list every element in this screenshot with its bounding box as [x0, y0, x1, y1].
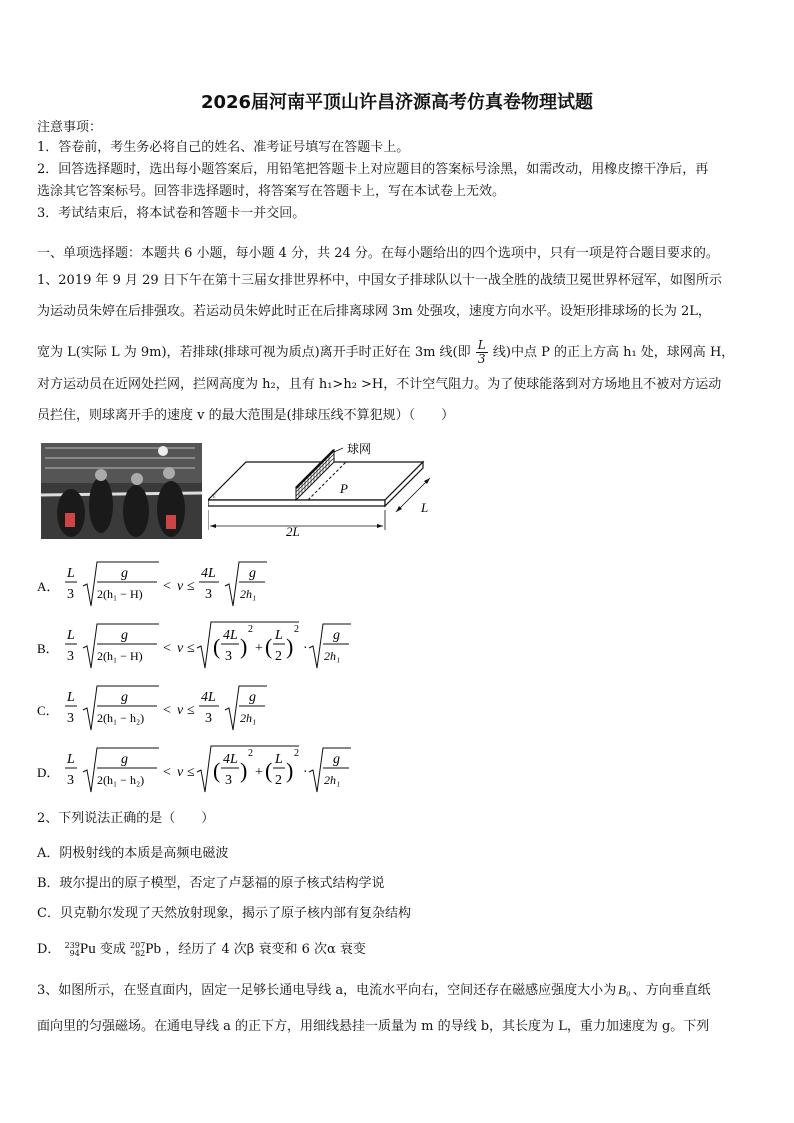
svg-text:·: · [303, 641, 308, 656]
svg-text:<: < [163, 703, 171, 718]
svg-text:+: + [255, 765, 263, 780]
svg-text:L: L [275, 628, 283, 643]
svg-text:≤: ≤ [187, 579, 195, 594]
svg-text:): ) [240, 758, 248, 783]
svg-text:g: g [121, 690, 128, 705]
svg-text:≤: ≤ [187, 641, 195, 656]
svg-text:<: < [163, 765, 171, 780]
svg-text:<: < [163, 641, 171, 656]
svg-text:(: ( [213, 634, 221, 659]
q3-text: 3、如图所示，在竖直面内，固定一足够长通电导线 a，电流水平向右，空间还存在磁感应强度大小为 B₀ 、方向垂直纸 [37, 982, 711, 998]
svg-text:2(h₁ − h₂): 2(h₁ − h₂) [97, 711, 145, 725]
point-p-label: P [340, 481, 348, 496]
notice-item: 选涂其它答案标号。回答非选择题时，将答案写在答题卡上，写在本试卷上无效。 [37, 184, 506, 199]
svg-text:v: v [177, 641, 184, 656]
svg-text:): ) [240, 634, 248, 659]
net-label: 球网 [347, 442, 372, 456]
svg-text:g: g [249, 566, 256, 581]
q1-text: 对方运动员在近网处拦网，拦网高度为 h₂，且有 h₁>h₂ >H，不计空气阻力。为了使球能落到对方场地且不被对方运动 [37, 377, 722, 392]
svg-text:3: 3 [67, 587, 74, 602]
svg-text:≤: ≤ [187, 703, 195, 718]
length-label: 2L [286, 524, 300, 539]
svg-text:(: ( [265, 634, 273, 659]
volleyball-photo [41, 443, 202, 539]
court-diagram [208, 438, 438, 548]
svg-text:2h₁: 2h₁ [324, 649, 341, 663]
svg-text:2: 2 [275, 773, 282, 788]
svg-text:3: 3 [225, 773, 232, 788]
page-title: 2026届河南平顶山许昌济源高考仿真卷物理试题 [200, 92, 594, 113]
svg-text:2: 2 [294, 748, 299, 759]
notice-heading: 注意事项： [37, 120, 103, 135]
svg-text:): ) [286, 758, 294, 783]
q1-text: 为运动员朱婷在后排强攻。若运动员朱婷此时正在后排离球网 3m 处强攻，速度方向水平。设矩形排球场的长为 2L， [37, 304, 711, 319]
width-label: L [421, 500, 429, 515]
q1-options [37, 560, 397, 805]
svg-text:L: L [67, 566, 75, 581]
svg-text:4L: 4L [201, 690, 216, 705]
svg-text:g: g [333, 628, 340, 643]
svg-text:2: 2 [294, 624, 299, 635]
svg-text:ε: ε [213, 492, 216, 500]
svg-text:L: L [67, 752, 75, 767]
svg-text:L: L [67, 690, 75, 705]
svg-text:·: · [303, 765, 308, 780]
svg-text:v: v [177, 765, 184, 780]
option-b [37, 622, 351, 668]
section-heading: 一、单项选择题：本题共 6 小题，每小题 4 分，共 24 分。在每小题给出的四个选项中，只有一项是符合题目要求的。 [37, 246, 719, 261]
svg-text:3: 3 [67, 773, 74, 788]
svg-text:3: 3 [205, 587, 212, 602]
q1-text: 员拦住，则球离开手的速度 v 的最大范围是(排球压线不算犯规）（ ） [37, 408, 455, 423]
svg-text:4L: 4L [201, 566, 216, 581]
svg-text:g: g [121, 752, 128, 767]
svg-text:D．: D． [37, 765, 60, 780]
svg-text:v: v [177, 579, 184, 594]
svg-text:(: ( [213, 758, 221, 783]
svg-text:v: v [177, 703, 184, 718]
svg-text:A．: A． [37, 579, 60, 594]
notice-item: 2．回答选择题时，选出每小题答案后，用铅笔把答题卡上对应题目的答案标号涂黑，如需改动，用橡皮擦干净后，再 [37, 162, 709, 177]
q2-stem: 2、下列说法正确的是（ ） [37, 811, 215, 826]
q3-text: 面向里的匀强磁场。在通电导线 a 的正下方，用细线悬挂一质量为 m 的导线 b，其长度为 L，重力加速度为 g。下列 [37, 1019, 710, 1034]
svg-text:3: 3 [205, 711, 212, 726]
q2-option-a: A．阴极射线的本质是高频电磁波 [37, 846, 229, 861]
svg-text:2: 2 [275, 649, 282, 664]
svg-text:): ) [286, 634, 294, 659]
svg-text:2h₁: 2h₁ [240, 711, 257, 725]
q2-option-c: C．贝克勒尔发现了天然放射现象，揭示了原子核内部有复杂结构 [37, 906, 411, 921]
notice-item: 3．考试结束后，将本试卷和答题卡一并交回。 [37, 206, 306, 221]
q2-option-b: B．玻尔提出的原子模型，否定了卢瑟福的原子核式结构学说 [37, 876, 385, 891]
svg-text:g: g [121, 566, 128, 581]
svg-text:B．: B． [37, 641, 59, 656]
svg-text:g: g [249, 690, 256, 705]
svg-text:2: 2 [248, 748, 253, 759]
svg-text:2h₁: 2h₁ [324, 773, 341, 787]
svg-text:(: ( [265, 758, 273, 783]
option-c [37, 686, 267, 730]
svg-text:2(h₁ − H): 2(h₁ − H) [97, 649, 143, 663]
svg-text:3: 3 [67, 649, 74, 664]
svg-text:+: + [255, 641, 263, 656]
svg-text:g: g [121, 628, 128, 643]
svg-text:≤: ≤ [187, 765, 195, 780]
fraction-l-over-3: $\frac{L}{3}$ [477, 338, 486, 366]
svg-text:L: L [275, 752, 283, 767]
svg-text:4L: 4L [223, 752, 238, 767]
q1-text: 宽为 L(实际 L 为 9m)，若排球(排球可视为质点)离开手时正好在 3m 线(即 $\frac{L}{3}$ 线)中点 P 的正上方高 h₁ 处，球网高 H， [37, 338, 735, 366]
svg-text:3: 3 [67, 711, 74, 726]
option-a [37, 562, 267, 606]
svg-text:2(h₁ − h₂): 2(h₁ − h₂) [97, 773, 145, 787]
svg-text:C．: C． [37, 703, 59, 718]
svg-text:2(h₁ − H): 2(h₁ − H) [97, 587, 143, 601]
q2-option-d: D． 239 94 Pu 变成 207 82 Pb ，经历了 4 次β 衰变和 6 次α 衰变 [37, 940, 366, 958]
option-d [37, 746, 351, 792]
svg-text:3: 3 [225, 649, 232, 664]
svg-text:2: 2 [248, 624, 253, 635]
svg-text:L: L [67, 628, 75, 643]
notice-item: 1．答卷前，考生务必将自己的姓名、准考证号填写在答题卡上。 [37, 140, 410, 155]
svg-text:<: < [163, 579, 171, 594]
q1-text: 1、2019 年 9 月 29 日下午在第十三届女排世界杯中，中国女子排球队以十一战全胜的战绩卫冕世界杯冠军，如图所示 [37, 273, 722, 288]
svg-text:2h₁: 2h₁ [240, 587, 257, 601]
svg-text:4L: 4L [223, 628, 238, 643]
svg-text:g: g [333, 752, 340, 767]
